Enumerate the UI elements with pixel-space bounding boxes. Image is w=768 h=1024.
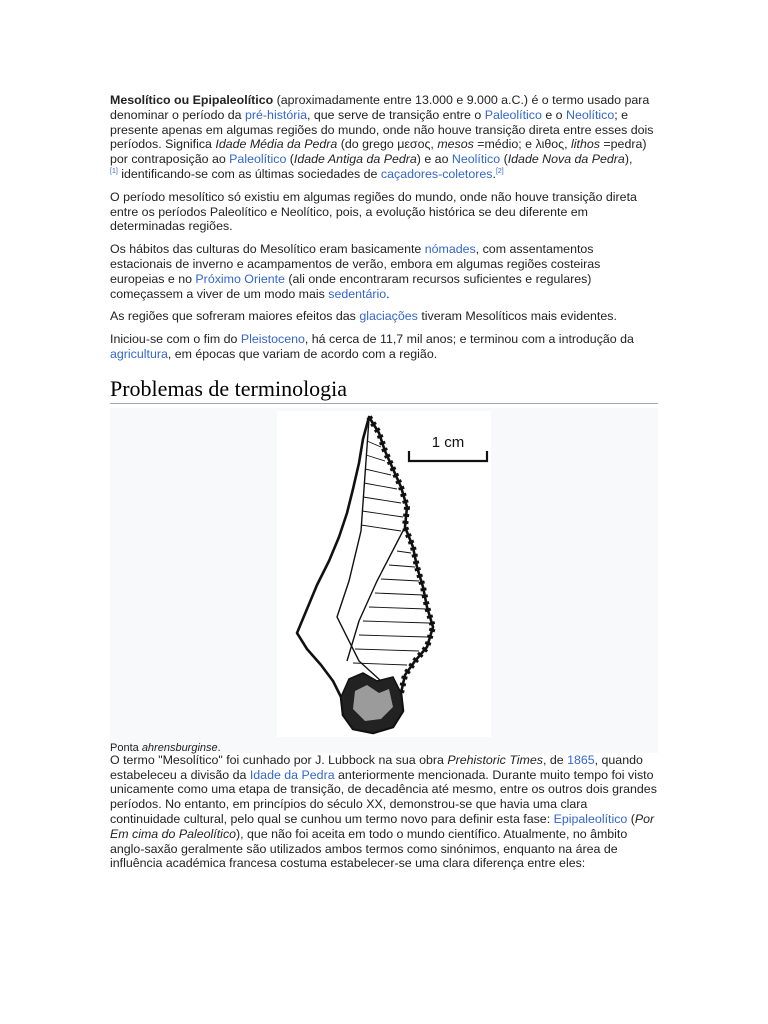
reference-1[interactable]: [1] [110, 167, 118, 175]
intro-paragraph-4: As regiões que sofreram maiores efeitos das glaciações tiveram Mesolíticos mais evidentes. [110, 309, 617, 324]
link-idade-da-pedra[interactable]: Idade da Pedra [249, 767, 335, 782]
link-agricultura[interactable]: agricultura [110, 346, 168, 361]
intro-paragraph-5: Iniciou-se com o fim do Pleistoceno, há cerca de 11,7 mil anos; e terminou com a introdução da agricultura, em épocas que variam de acordo com a região. [110, 332, 634, 361]
link-pre-historia[interactable]: pré-história [245, 107, 307, 122]
link-sedentario[interactable]: sedentário [328, 286, 387, 301]
intro-paragraph-2: O período mesolítico só existiu em algumas regiões do mundo, onde não houve transição direta entre os períodos Paleolítico e Neolítico, pois, a evolução histórica se deu diferente em determinadas regiões. [110, 189, 637, 234]
link-paleolitico-2[interactable]: Paleolítico [229, 152, 287, 167]
section-heading: Problemas de terminologia [110, 376, 658, 404]
arrowhead-drawing [277, 411, 491, 737]
reference-2[interactable]: [2] [495, 167, 504, 175]
link-nomades[interactable]: nómades [424, 242, 476, 257]
link-pleistoceno[interactable]: Pleistoceno [240, 332, 305, 347]
article-body [110, 93, 658, 879]
link-glaciacoes[interactable]: glaciações [359, 309, 418, 324]
link-epipaleolitico[interactable]: Epipaleolítico [553, 811, 628, 826]
figure-thumbnail [110, 408, 658, 753]
intro-paragraph-3: Os hábitos das culturas do Mesolítico eram basicamente nómades, com assentamentos estacionais de inverno e acampamentos de verão, embora em algumas regiões costeiras europeias e no Próximo Oriente (ali onde encontraram recursos suficientes e regulares) começassem a viver de um modo mais sedentário. [110, 242, 601, 301]
link-neolitico-2[interactable]: Neolítico [451, 152, 501, 167]
terminology-paragraph: O termo "Mesolítico" foi cunhado por J. Lubbock na sua obra Prehistoric Times, de 1865, quando estabeleceu a divisão da Idade da Pedra anteriormente mencionada. Durante muito tempo foi visto unicamente como uma etapa de transição, de decadência até mesmo, entre os outros dois grandes períodos. No entanto, em princípios do século XX, demonstrou-se que havia uma clara continuidade cultural, pelo qual se cunhou um termo novo para definir esta fase: Epipaleolítico (Por Em cima do Paleolítico), que não foi aceita em todo o mundo científico. Atualmente, no âmbito anglo-saxão geralmente são utilizados ambos termos como sinónimos, enquanto na área de influência académica francesa costuma estabelecer-se uma clara diferença entre eles: [110, 752, 657, 871]
figure-caption: Ponta ahrensburginse. [110, 741, 221, 754]
link-1865[interactable]: 1865 [567, 752, 595, 767]
link-cacadores-coletores[interactable]: caçadores-coletores [380, 166, 493, 181]
intro-paragraph-1: Mesolítico ou Epipaleolítico (aproximadamente entre 13.000 e 9.000 a.C.) é o termo usado para denominar o período da pré-história, que serve de transição entre o Paleolítico e o Neolítico; e presente apenas em algumas regiões do mundo, onde não houve transição direta entre esses dois períodos. Significa Idade Média da Pedra (do grego μεσος, mesos =médio; e λιθος, lithos =pedra) por contraposição ao Paleolítico (Idade Antiga da Pedra) e ao Neolítico (Idade Nova da Pedra), [1] identificando-se com as últimas sociedades de caçadores-coletores.[2] [110, 93, 654, 181]
figure-image[interactable] [277, 411, 491, 737]
article-subject: Mesolítico ou Epipaleolítico [110, 93, 274, 107]
scale-bar-icon [409, 451, 487, 461]
link-proximo-oriente[interactable]: Próximo Oriente [195, 271, 285, 286]
link-neolitico[interactable]: Neolítico [566, 107, 615, 122]
scale-label: 1 cm [431, 433, 465, 451]
link-paleolitico[interactable]: Paleolítico [484, 107, 542, 122]
